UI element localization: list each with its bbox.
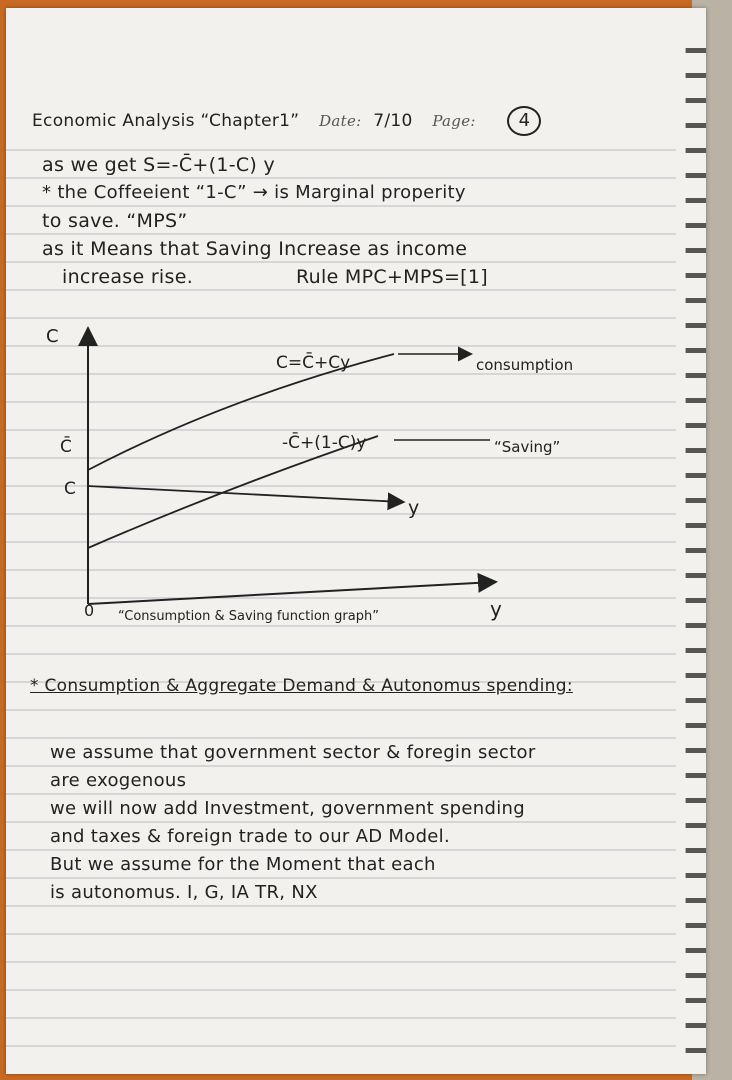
autonomous-line [88,486,402,502]
section-line: we assume that government sector & foregin sector [50,742,536,763]
notebook-page [6,8,706,1074]
section-line: are exogenous [50,770,187,791]
saving-label: “Saving” [494,438,561,456]
saving-equation: -C̄+(1-C)y [282,433,367,453]
consumption-saving-graph [6,8,706,1074]
consumption-equation: C=C̄+Cy [276,353,351,373]
section-line: is autonomus. I, G, IA TR, NX [50,882,318,903]
graph-caption: “Consumption & Saving function graph” [118,609,379,624]
note-line: as we get S=-C̄+(1-C) y [42,154,276,176]
intercept-mid-label: C [64,479,76,499]
rule-line: Rule MPC+MPS=[1] [296,266,488,288]
section-line: we will now add Investment, government spending [50,798,525,819]
page-label: Page: [432,112,476,130]
date-value: 7/10 [373,111,413,131]
origin-label: 0 [84,601,95,620]
note-line: to save. “MPS” [42,210,188,232]
x-axis [88,582,494,604]
flat-line-label: y [408,497,420,519]
section-line: and taxes & foreign trade to our AD Model. [50,826,450,847]
date-label: Date: [319,112,362,130]
intercept-top-label: C̄ [60,437,72,457]
note-line: * the Coffeeient “1-C” → is Marginal properity [42,182,466,203]
section-line: But we assume for the Moment that each [50,854,436,875]
page-number: 4 [507,106,541,136]
x-axis-label: y [490,597,502,621]
page-title: Economic Analysis “Chapter1” [32,111,300,131]
consumption-label: consumption [476,356,574,374]
note-line: as it Means that Saving Increase as income [42,238,468,260]
section-heading: * Consumption & Aggregate Demand & Autonomus spending: [30,676,573,696]
note-line: increase rise. [62,266,194,288]
y-axis-label: C [46,326,59,347]
